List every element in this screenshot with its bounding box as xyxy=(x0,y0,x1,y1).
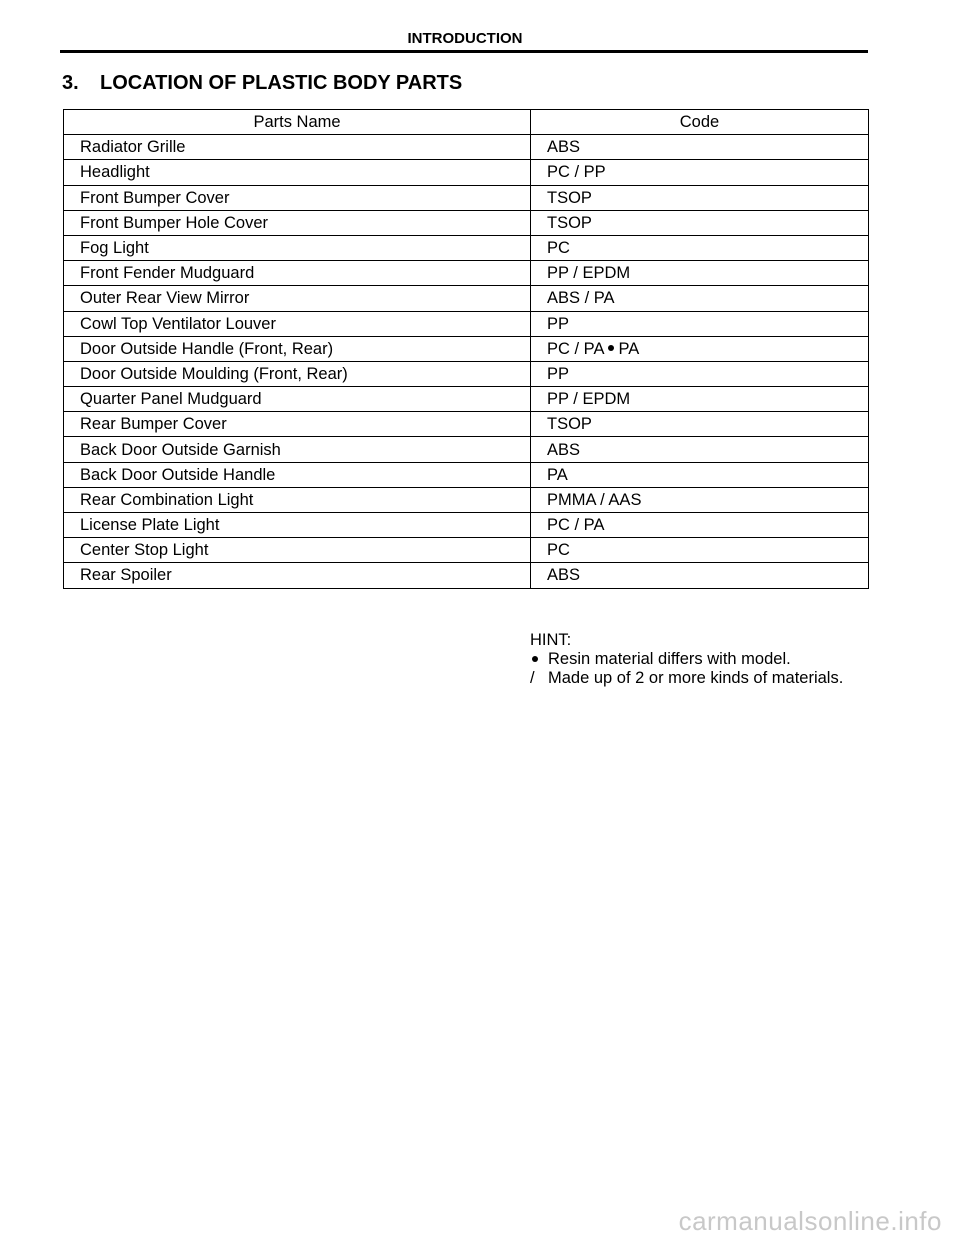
part-code-cell xyxy=(531,513,869,538)
table-row xyxy=(64,311,869,336)
table-row xyxy=(64,235,869,260)
part-name-cell: Center Stop Light xyxy=(64,538,531,563)
part-name-cell: Rear Combination Light xyxy=(64,487,531,512)
part-name-cell: Back Door Outside Garnish xyxy=(64,437,531,462)
part-name-cell: Headlight xyxy=(64,160,531,185)
table-row xyxy=(64,513,869,538)
part-name-cell: Door Outside Handle (Front, Rear) xyxy=(64,336,531,361)
part-code-cell xyxy=(531,412,869,437)
part-name-cell: Cowl Top Ventilator Louver xyxy=(64,311,531,336)
part-code: ABS xyxy=(547,566,581,585)
part-code: ABS xyxy=(547,138,581,157)
hint-text: Made up of 2 or more kinds of materials. xyxy=(548,669,844,687)
part-code-cell xyxy=(531,487,869,512)
part-code: PC xyxy=(547,239,570,258)
table-row xyxy=(64,185,869,210)
part-name-cell: Door Outside Moulding (Front, Rear) xyxy=(64,361,531,386)
hint-item xyxy=(530,669,843,688)
part-code-cell xyxy=(531,185,869,210)
part-name-cell: Front Bumper Cover xyxy=(64,185,531,210)
table-row xyxy=(64,336,869,361)
part-code-cell xyxy=(531,286,869,311)
table-row xyxy=(64,210,869,235)
part-name-cell: Outer Rear View Mirror xyxy=(64,286,531,311)
part-name-cell: License Plate Light xyxy=(64,513,531,538)
hint-symbol xyxy=(530,650,548,669)
part-code-cell xyxy=(531,361,869,386)
part-code: PP / EPDM xyxy=(547,390,631,409)
part-code: PP xyxy=(547,314,570,333)
part-name-cell: Front Fender Mudguard xyxy=(64,261,531,286)
part-code: ABS xyxy=(547,440,581,459)
table-row xyxy=(64,538,869,563)
hint-symbol: / xyxy=(530,669,535,687)
part-code-cell xyxy=(531,261,869,286)
part-code-cell xyxy=(531,462,869,487)
part-name-cell: Quarter Panel Mudguard xyxy=(64,387,531,412)
table-row xyxy=(64,387,869,412)
table-body xyxy=(64,135,869,588)
part-code-alt: PA xyxy=(618,339,640,358)
hint-block xyxy=(530,631,843,688)
table-row xyxy=(64,487,869,512)
part-code: PC / PP xyxy=(547,163,606,182)
part-name-cell: Front Bumper Hole Cover xyxy=(64,210,531,235)
part-code: PP xyxy=(547,364,570,383)
hint-item xyxy=(530,650,843,669)
bullet-icon xyxy=(608,345,614,351)
table-row xyxy=(64,361,869,386)
part-code-cell xyxy=(531,437,869,462)
part-code: TSOP xyxy=(547,188,592,207)
table-row xyxy=(64,160,869,185)
column-header-parts-name: Parts Name xyxy=(64,110,531,135)
part-code: PC xyxy=(547,541,570,560)
hint-text: Resin material differs with model. xyxy=(548,650,791,668)
table-row xyxy=(64,412,869,437)
part-code: PMMA / AAS xyxy=(547,490,642,509)
part-name-cell: Rear Bumper Cover xyxy=(64,412,531,437)
part-name-cell: Fog Light xyxy=(64,235,531,260)
section-title-text: LOCATION OF PLASTIC BODY PARTS xyxy=(100,72,463,94)
part-code-cell xyxy=(531,135,869,160)
part-code: PC / PA xyxy=(547,339,605,358)
part-code: PA xyxy=(547,465,568,484)
part-code-cell xyxy=(531,210,869,235)
table-row xyxy=(64,135,869,160)
table-header-row xyxy=(64,110,869,135)
part-code: PP / EPDM xyxy=(547,264,631,283)
part-code: ABS / PA xyxy=(547,289,615,308)
header-rule xyxy=(60,50,868,53)
part-code: TSOP xyxy=(547,213,592,232)
table-row xyxy=(64,563,869,588)
page-header-title: INTRODUCTION xyxy=(407,30,523,47)
part-code: PC / PA xyxy=(547,516,605,535)
section-number: 3. xyxy=(62,72,79,94)
section-title xyxy=(62,72,462,95)
part-code-cell xyxy=(531,387,869,412)
bullet-icon xyxy=(532,656,538,662)
part-code-cell xyxy=(531,160,869,185)
table-row xyxy=(64,437,869,462)
table-row xyxy=(64,286,869,311)
part-code: TSOP xyxy=(547,415,592,434)
part-code-cell xyxy=(531,538,869,563)
column-header-code: Code xyxy=(531,110,869,135)
table-row xyxy=(64,462,869,487)
part-code-cell xyxy=(531,336,869,361)
part-code-cell xyxy=(531,563,869,588)
plastic-parts-table xyxy=(63,109,869,589)
hint-label: HINT: xyxy=(530,631,572,649)
part-code-cell xyxy=(531,235,869,260)
part-name-cell: Radiator Grille xyxy=(64,135,531,160)
table-row xyxy=(64,261,869,286)
watermark: carmanualsonline.info xyxy=(678,1206,942,1236)
part-code-cell xyxy=(531,311,869,336)
part-name-cell: Back Door Outside Handle xyxy=(64,462,531,487)
part-name-cell: Rear Spoiler xyxy=(64,563,531,588)
